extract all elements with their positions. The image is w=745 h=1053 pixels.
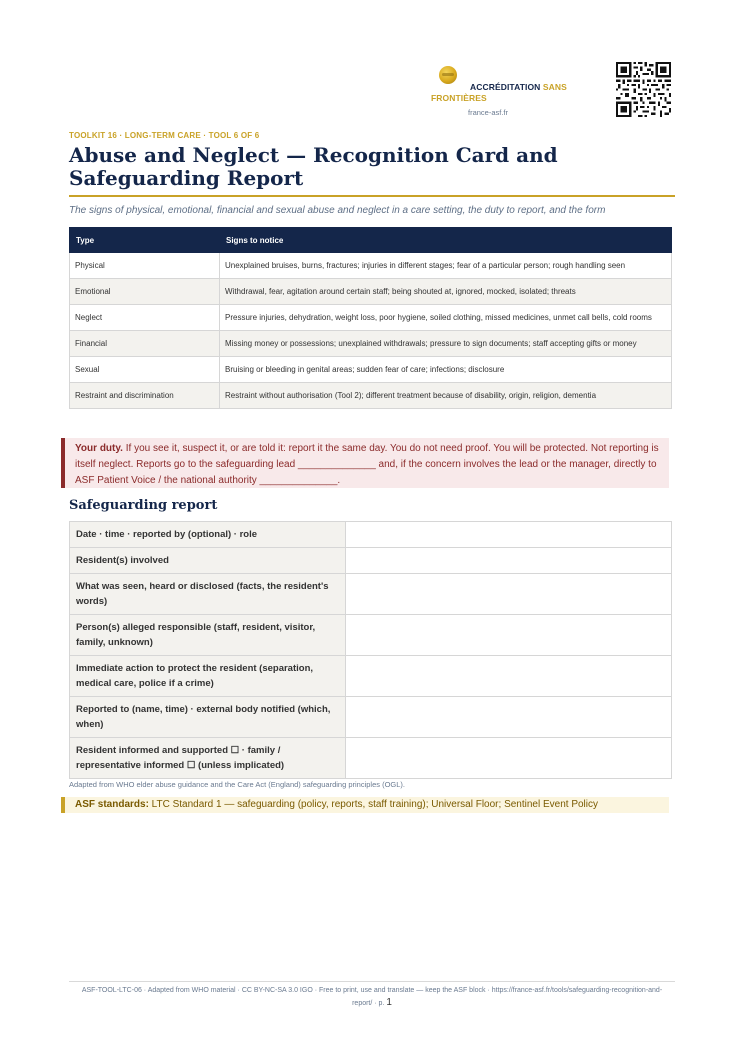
form-field-input[interactable] — [346, 615, 672, 656]
duty-text: If you see it, suspect it, or are told it: report it the same day. You do not need proof. You will be protected. Not reporting is itself neglect. Reports go to the safeguarding lead ______________ and, if the concern involves the lead or the manager, directly to ASF Patient Voice / the national authority ______________. — [75, 443, 659, 486]
brand-name — [431, 82, 591, 104]
footer-divider — [69, 981, 675, 982]
form-field-input[interactable] — [346, 574, 672, 615]
form-row — [70, 697, 672, 738]
form-field-label: Reported to (name, time) · external body notified (which, when) — [70, 697, 346, 738]
brand-name-gold-1: SANS — [542, 82, 567, 92]
report-heading: Safeguarding report — [69, 498, 218, 513]
form-field-label: Resident informed and supported ☐ · family / representative informed ☐ (unless implicated) — [70, 738, 346, 779]
source-note: Adapted from WHO elder abuse guidance and the Care Act (England) safeguarding principles (OGL). — [69, 780, 406, 789]
form-field-input[interactable] — [346, 697, 672, 738]
form-row — [70, 574, 672, 615]
brand-name-navy: ACCRÉDITATION — [470, 82, 541, 92]
form-field-input[interactable] — [346, 656, 672, 697]
column-header-type: Type — [70, 228, 220, 253]
table-row — [70, 279, 672, 305]
signs-cell: Pressure injuries, dehydration, weight loss, poor hygiene, soiled clothing, missed medicines, unmet call bells, cold rooms — [220, 305, 672, 331]
page-title: Abuse and Neglect — Recognition Card and Safeguarding Report — [69, 143, 558, 190]
table-row — [70, 305, 672, 331]
form-row — [70, 548, 672, 574]
brand-name-gold-2: FRONTIÈRES — [431, 93, 487, 103]
qr-code-icon — [616, 62, 671, 117]
abuse-type-cell: Neglect — [70, 305, 220, 331]
column-header-signs: Signs to notice — [220, 228, 672, 253]
abuse-type-cell: Physical — [70, 253, 220, 279]
page-footer — [74, 985, 670, 1010]
page-subtitle: The signs of physical, emotional, financial and sexual abuse and neglect in a care setting, the duty to report, and the form — [69, 205, 606, 216]
duty-label: Your duty. — [75, 443, 123, 454]
toolkit-kicker: TOOLKIT 16 · LONG-TERM CARE · TOOL 6 OF 6 — [69, 131, 260, 140]
brand-url: france-asf.fr — [468, 108, 509, 117]
form-field-label: Date · time · reported by (optional) · role — [70, 522, 346, 548]
form-field-input[interactable] — [346, 522, 672, 548]
form-field-label: Person(s) alleged responsible (staff, resident, visitor, family, unknown) — [70, 615, 346, 656]
signs-cell: Restraint without authorisation (Tool 2); different treatment because of disability, origin, religion, dementia — [220, 383, 672, 409]
abuse-type-cell: Restraint and discrimination — [70, 383, 220, 409]
standards-label: ASF standards: — [75, 799, 149, 810]
form-row — [70, 615, 672, 656]
form-row — [70, 522, 672, 548]
table-header-row — [70, 228, 672, 253]
asf-standards-callout — [61, 797, 669, 813]
abuse-type-cell: Sexual — [70, 357, 220, 383]
signs-cell: Bruising or bleeding in genital areas; sudden fear of care; infections; disclosure — [220, 357, 672, 383]
standards-text: LTC Standard 1 — safeguarding (policy, reports, staff training); Universal Floor; Sentinel Event Policy — [148, 799, 599, 810]
brand-block — [428, 64, 593, 120]
form-field-label: Resident(s) involved — [70, 548, 346, 574]
table-row — [70, 383, 672, 409]
table-row — [70, 331, 672, 357]
form-field-input[interactable] — [346, 738, 672, 779]
footer-text: ASF-TOOL-LTC-06 · Adapted from WHO material · CC BY-NC-SA 3.0 IGO · Free to print, use and translate — keep the ASF block · https://france-asf.fr/tools/safeguarding-recognition-and-report/ · p. — [81, 987, 663, 1007]
form-field-label: What was seen, heard or disclosed (facts, the resident's words) — [70, 574, 346, 615]
abuse-type-cell: Financial — [70, 331, 220, 357]
abuse-signs-table — [69, 227, 672, 409]
form-field-label: Immediate action to protect the resident (separation, medical care, police if a crime) — [70, 656, 346, 697]
table-row — [70, 253, 672, 279]
signs-cell: Missing money or possessions; unexplained withdrawals; pressure to sign documents; staff accepting gifts or money — [220, 331, 672, 357]
duty-callout — [61, 438, 669, 488]
form-row — [70, 738, 672, 779]
page-number: 1 — [386, 997, 392, 1008]
table-row — [70, 357, 672, 383]
abuse-type-cell: Emotional — [70, 279, 220, 305]
form-row — [70, 656, 672, 697]
form-field-input[interactable] — [346, 548, 672, 574]
title-divider — [69, 195, 675, 197]
signs-cell: Unexplained bruises, burns, fractures; injuries in different stages; fear of a particular person; rough handling seen — [220, 253, 672, 279]
signs-cell: Withdrawal, fear, agitation around certain staff; being shouted at, ignored, mocked, isolated; threats — [220, 279, 672, 305]
safeguarding-report-form — [69, 521, 672, 779]
